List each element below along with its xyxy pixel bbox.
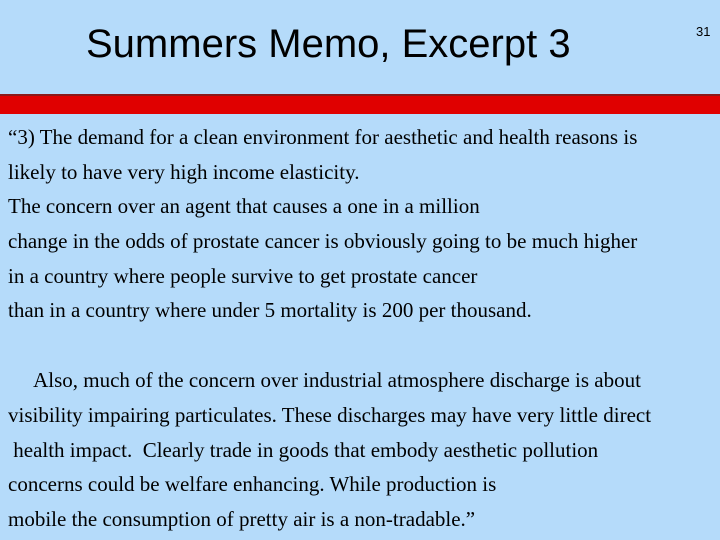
quote-line: health impact. Clearly trade in goods that embody aesthetic pollution <box>8 437 599 462</box>
slide-title: Summers Memo, Excerpt 3 <box>86 22 571 66</box>
quote-line: likely to have very high income elasticity. <box>8 159 360 184</box>
quote-line: The concern over an agent that causes a one in a million <box>8 194 480 219</box>
slide-number: 31 <box>696 24 711 39</box>
quote-body <box>8 120 720 538</box>
quote-line: “3) The demand for a clean environment for aesthetic and health reasons is <box>8 125 638 149</box>
title-divider-bar <box>0 96 720 114</box>
quote-line: mobile the consumption of pretty air is a non-tradable.” <box>8 506 476 531</box>
quote-line: Also, much of the concern over industrial atmosphere discharge is about <box>8 368 641 393</box>
quote-line: change in the odds of prostate cancer is obviously going to be much higher <box>8 229 638 254</box>
quote-line: visibility impairing particulates. These discharges may have very little direct <box>8 402 652 427</box>
paragraph-gap <box>8 328 720 363</box>
quote-line: than in a country where under 5 mortality is 200 per thousand. <box>8 298 532 323</box>
quote-line: concerns could be welfare enhancing. While production is <box>8 472 497 497</box>
quote-line: in a country where people survive to get prostate cancer <box>8 263 478 288</box>
